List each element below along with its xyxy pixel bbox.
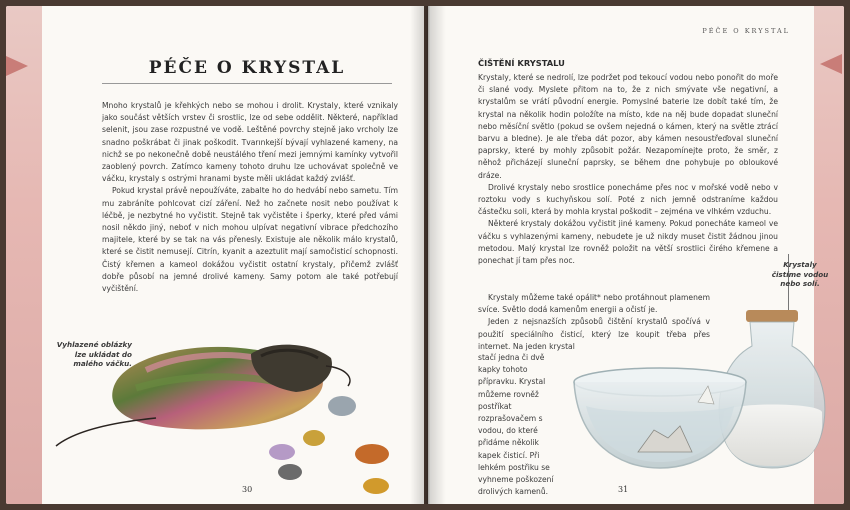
right-body-text (478, 72, 778, 267)
book-gutter-shadow (410, 6, 446, 504)
tigers-eye-stone (303, 430, 325, 446)
right-body-tail: stačí jedna či dvě kapky tohoto přípravku. Krystal můžeme rovněž postříkat rozprašovačem s vodou, do které přidáme několik kapek čisticí. Při lehkém postřiku se vyhneme poškození drolivých kamenů. (478, 353, 554, 497)
right-arrow-icon (820, 54, 842, 74)
paragraph: Krystaly, které se nedrolí, lze podržet pod tekoucí vodou nebo ponořit do moře či slané vody. Myslete přitom na to, že z nich smývate vše negativní, a krystalům se vrátí původní energie. Pomyslné baterie lze dobít také tím, že krystal na několik hodin položíte na místo, kde na něj bude dopadat sluneční nebo měsíční světlo (pokud se ovšem nejedná o kámen, který na světle ztrácí barvu a bledne). Je ale třeba dát pozor, aby kámen nesoustřeďoval sluneční paprsky, které by mohly způsobit požár. Nezapomínejte proto, že směr, z něhož přicházejí sluneční paprsky, se během dne pohybuje po obloukové dráze. (478, 73, 778, 180)
paragraph: Pokud krystal právě nepoužíváte, zabalte ho do hedvábí nebo sametu. Tím mu zabráníte pohlcovat cizí záření. Než ho začnete nosit nebo používat k léčbě, je nezbytné ho vyčistit. Stejně tak vyčistěte i šperky, které před vámi nosil někdo jiný, neboť v nich mohou ulpívat negativní vibrace předchozího majitele, které by se tak na vás přenesly. Existuje ale několik málo krystalů, které se čistit nemusejí. Citrín, kyanit a azeztulit mají samočisticí schopnosti. Čistý křemen a kameol dokážou vyčistit ostatní krystaly, přičemž zvlášť dobře působí na jemné drolivé kameny. Samy potom ale také potřebují vyčištění. (102, 186, 398, 294)
citrine-stone (363, 478, 389, 494)
pouch-caption: Vyhlazené oblázky lze ukládat do malého váčku. (56, 340, 132, 368)
paragraph: Mnoho krystalů je křehkých nebo se mohou i drolit. Krystaly, které vznikaly jako součást větších vrstev či srostlic, lze od sebe oddělit. Některé, například selenit, jsou zase rozpustné ve vodě. Leštěné povrchy stejně jako vrcholy lze snadno poškrábat či jinak poškodit. Tvarınkejší bývají vyhlazené kameny, na nichž se po nekonečně době neustálého tření mezi jemnými kamínky vytvořil zaoblený povrch. Zatímco kameny tohoto druhu lze uchovávat společně ve váčku, krystaly s ostrými hranami byste měli ukládat každý zvlášť. (102, 101, 398, 184)
page-title: PÉČE O KRYSTAL (148, 58, 346, 78)
bowl-caption: Krystaly čistíme vodou nebo solí. (771, 260, 829, 288)
cork-lid (746, 310, 798, 322)
left-arrow-icon (6, 56, 28, 76)
title-rule (102, 83, 392, 84)
pouch-with-stones-illustration (36, 326, 396, 496)
left-body-text (102, 100, 398, 295)
bowl-and-jar-illustration (568, 302, 838, 502)
dark-stone (278, 464, 302, 480)
hematite-stone (328, 396, 356, 416)
paragraph: Jeden z nejsnazších způsobů čištění krystalů spočívá v použití speciálního čisticí, který lze koupit třeba přes internet. Na jeden krystal (478, 317, 710, 351)
running-head: PÉČE O KRYSTAL (702, 27, 790, 35)
paragraph: Drolivé krystaly nebo srostlice ponecháme přes noc v mořské vodě nebo v roztoku vody s kuchyňskou solí. Poté z nich jemně odstraníme každou částečku soli, která by mohla krystal poškodit – zejména ve vlhkém vzduchu. (478, 182, 778, 217)
left-page (6, 6, 424, 504)
paragraph: Některé krystaly dokážou vyčistit jiné kameny. Pokud ponecháte kameol ve váčku s vyhlazenými kameny, nebudete je už nikdy muset čistit žádnou jinou metodou. Malý krystal lze rovněž položit na větší srostlici čirého křemene a ponechat jí tam přes noc. (478, 219, 778, 266)
page-number: 31 (618, 485, 629, 494)
page-number: 30 (242, 485, 253, 494)
paragraph: Krystaly můžeme také opálit* nebo protáhnout plamenem svíce. Světlo dodá kamenům energii a očistí je. (478, 293, 710, 315)
amethyst-stone (269, 444, 295, 460)
right-page (428, 6, 844, 504)
carnelian-stone (355, 444, 389, 464)
section-title: ČIŠTĚNÍ KRYSTALU (478, 58, 565, 68)
